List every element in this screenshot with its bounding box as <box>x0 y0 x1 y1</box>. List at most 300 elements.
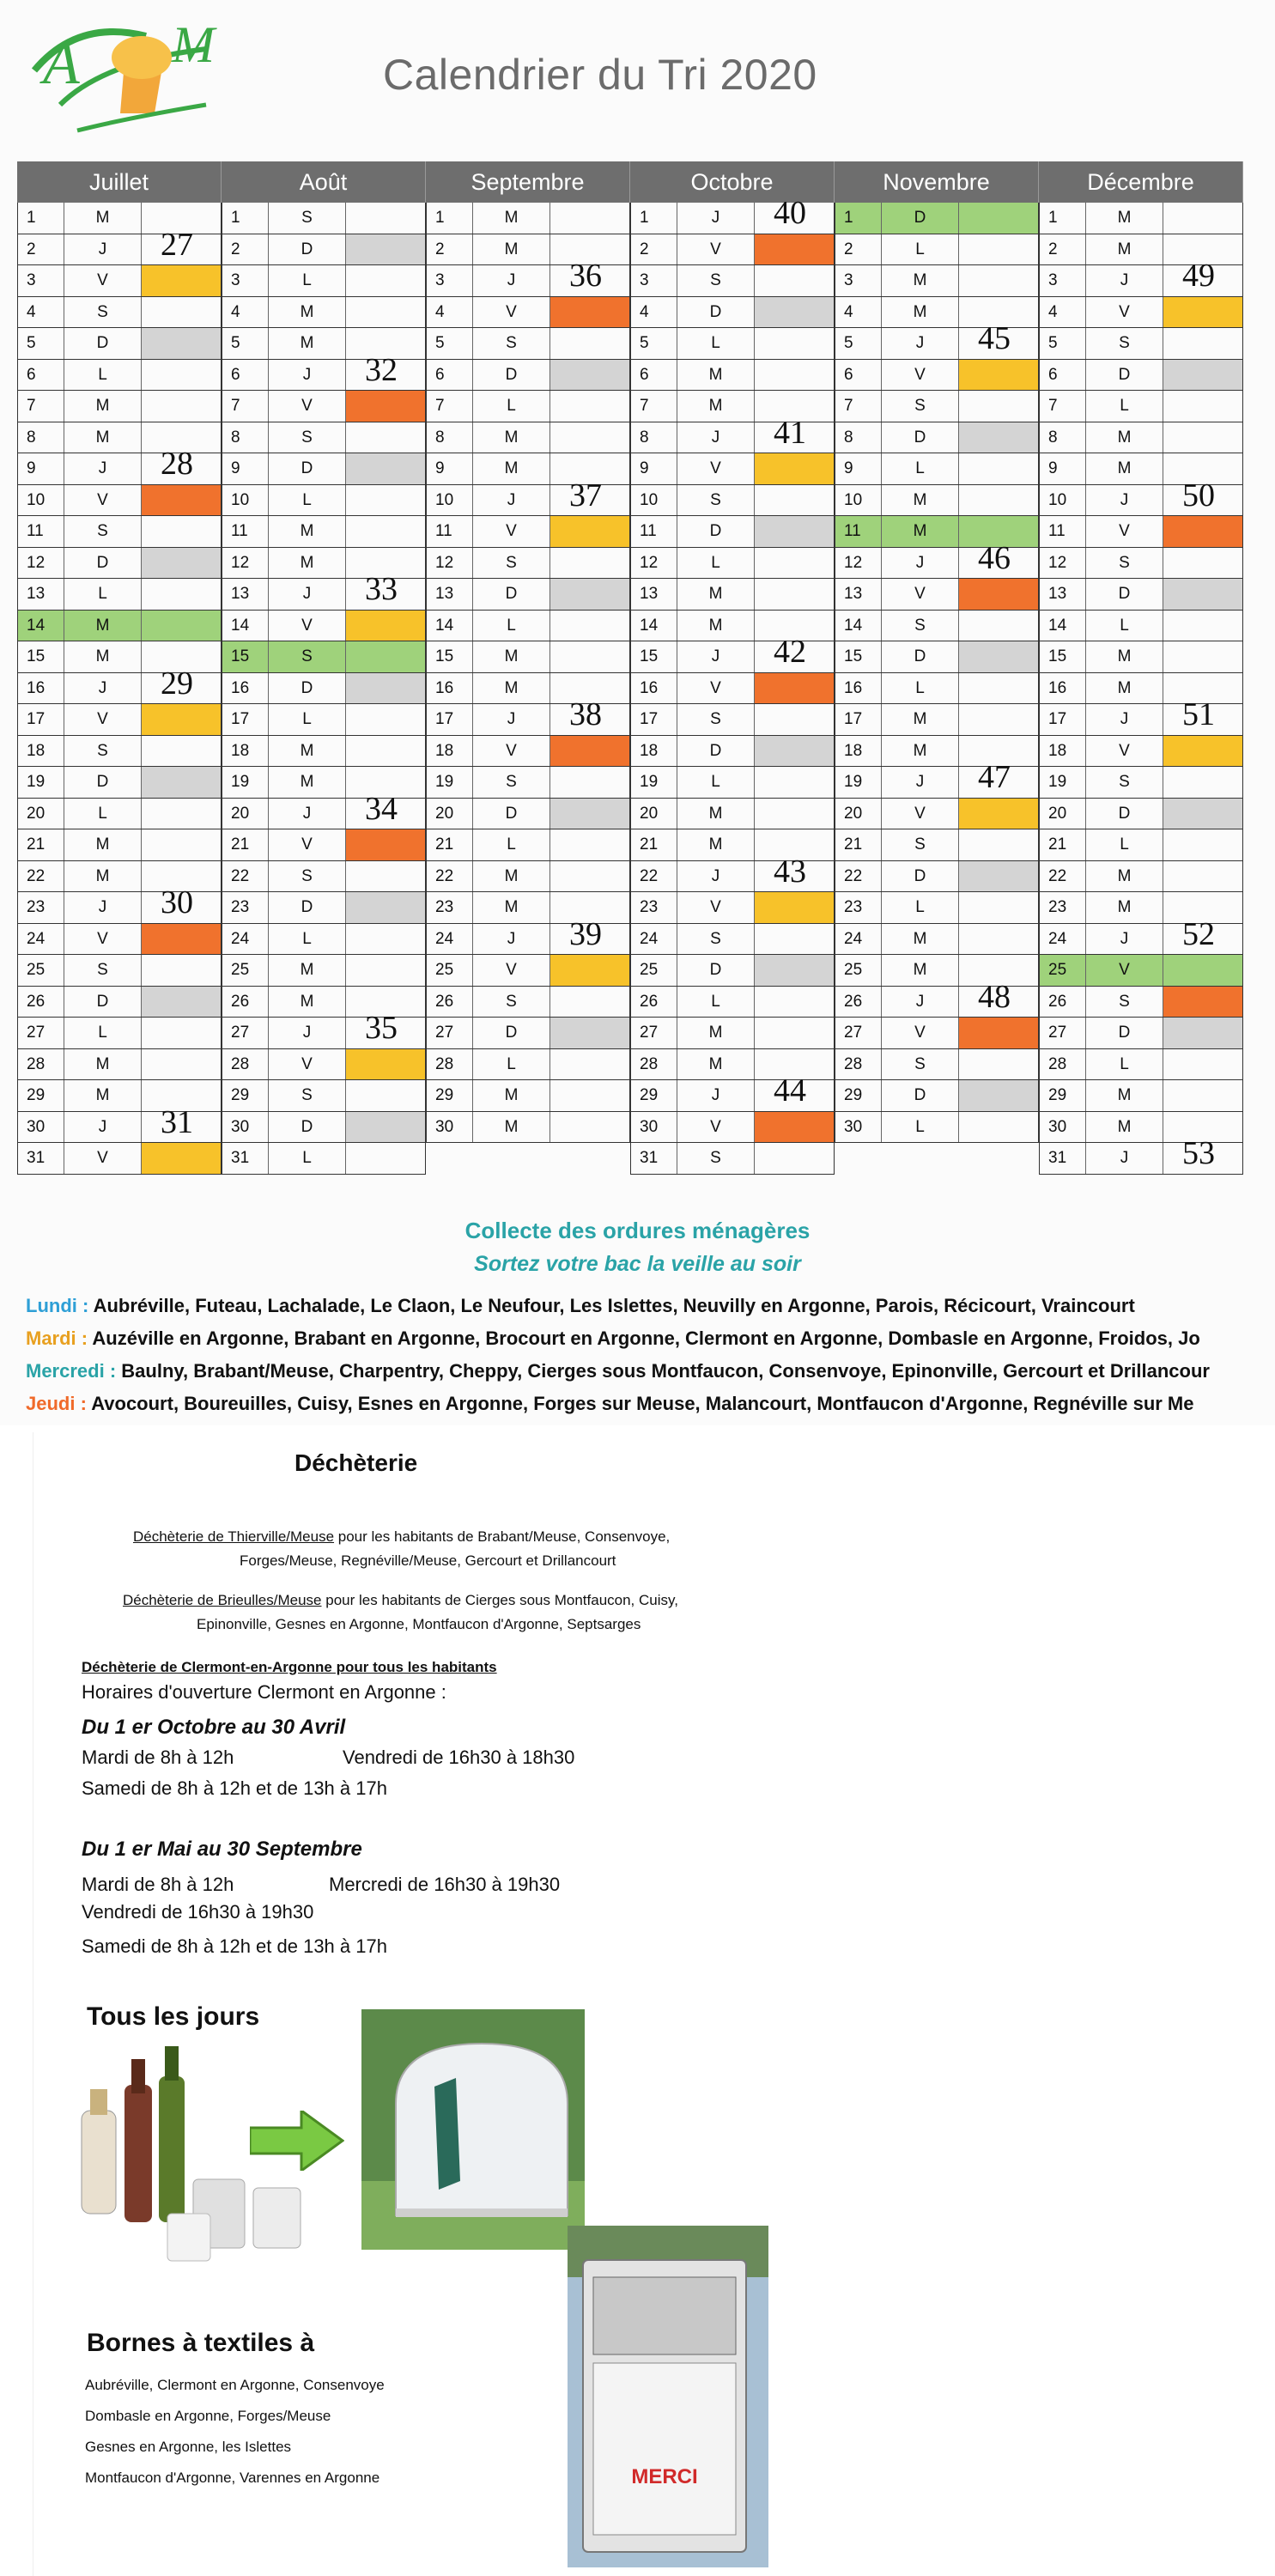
day-letter: V <box>1086 297 1163 328</box>
day-letter: V <box>1086 516 1163 547</box>
day-row <box>1039 203 1243 234</box>
day-number: 4 <box>17 297 64 328</box>
collection-cell <box>346 704 426 735</box>
day-number: 14 <box>17 611 64 641</box>
day-number: 3 <box>1039 265 1086 296</box>
bornes-title: Bornes à textiles à <box>87 2329 315 2357</box>
day-number: 1 <box>1039 203 1086 234</box>
collection-cell <box>755 360 835 391</box>
collection-cell <box>1163 767 1243 798</box>
calendar-grid <box>17 161 1243 1213</box>
day-number: 13 <box>630 579 677 610</box>
collection-marker-orange <box>959 579 1039 610</box>
day-row <box>17 767 222 799</box>
day-letter: D <box>269 673 346 704</box>
collection-cell <box>346 203 426 234</box>
collection-cell <box>142 955 222 986</box>
day-row <box>17 297 222 329</box>
collection-marker-gray <box>142 987 222 1018</box>
day-number: 15 <box>835 641 882 672</box>
collection-cell <box>1163 477 1243 516</box>
day-letter: J <box>64 673 142 704</box>
day-letter: J <box>473 485 550 516</box>
day-row <box>17 884 222 924</box>
day-letter: J <box>1086 924 1163 955</box>
decheterie-thierville <box>133 1528 670 1546</box>
day-row <box>17 328 222 360</box>
day-row <box>222 485 426 517</box>
day-number: 18 <box>835 736 882 767</box>
day-letter: J <box>677 203 755 234</box>
day-letter: D <box>677 297 755 328</box>
day-row <box>630 1018 835 1049</box>
day-number: 23 <box>426 892 473 923</box>
collection-marker-orange <box>550 297 630 328</box>
day-letter: M <box>473 203 550 234</box>
day-row <box>1039 360 1243 392</box>
day-number: 28 <box>835 1049 882 1080</box>
collection-cell <box>142 1049 222 1080</box>
day-number: 22 <box>630 861 677 892</box>
day-row <box>1039 1049 1243 1081</box>
month-rows <box>426 203 630 1143</box>
day-number: 6 <box>222 360 269 391</box>
winter-tuesday: Mardi de 8h à 12h <box>82 1747 234 1768</box>
day-row <box>222 829 426 861</box>
day-number: 2 <box>1039 234 1086 265</box>
collection-marker-yellow <box>142 704 222 735</box>
day-number: 17 <box>426 704 473 735</box>
day-label: Mardi : <box>26 1327 88 1349</box>
day-letter: V <box>882 579 959 610</box>
day-row <box>426 516 630 548</box>
day-number: 9 <box>835 453 882 484</box>
day-number: 16 <box>1039 673 1086 704</box>
day-row <box>426 987 630 1018</box>
week-number: 53 <box>1182 1135 1215 1171</box>
day-number: 26 <box>222 987 269 1018</box>
collection-cell <box>550 1049 630 1080</box>
day-row <box>1039 391 1243 422</box>
day-row <box>1039 736 1243 768</box>
collection-cell <box>142 579 222 610</box>
day-letter: J <box>64 234 142 265</box>
collection-cell <box>346 790 426 829</box>
day-letter: M <box>882 516 959 547</box>
day-letter: V <box>677 453 755 484</box>
collection-cell <box>755 485 835 516</box>
day-number: 17 <box>222 704 269 735</box>
day-row <box>222 790 426 830</box>
day-row <box>17 1103 222 1144</box>
day-letter: D <box>882 1080 959 1111</box>
day-letter: D <box>1086 360 1163 391</box>
collecte-mardi <box>26 1327 1200 1350</box>
collection-cell <box>346 516 426 547</box>
day-row <box>835 1080 1039 1112</box>
day-row <box>222 611 426 642</box>
day-number: 1 <box>17 203 64 234</box>
day-row <box>222 453 426 485</box>
day-row <box>630 1072 835 1112</box>
day-row <box>630 853 835 893</box>
day-letter: M <box>1086 641 1163 672</box>
collection-cell <box>142 226 222 265</box>
collection-cell <box>142 297 222 328</box>
day-row <box>1039 829 1243 861</box>
day-number: 6 <box>1039 360 1086 391</box>
day-letter: M <box>473 234 550 265</box>
day-letter: L <box>1086 829 1163 860</box>
day-letter: D <box>64 548 142 579</box>
day-number: 3 <box>835 265 882 296</box>
day-number: 27 <box>222 1018 269 1048</box>
day-letter: M <box>677 579 755 610</box>
collection-cell <box>755 987 835 1018</box>
day-number: 22 <box>835 861 882 892</box>
day-label: Lundi : <box>26 1295 89 1316</box>
day-row <box>426 611 630 642</box>
collection-marker-gray <box>142 548 222 579</box>
day-row <box>17 987 222 1018</box>
collection-cell <box>346 736 426 767</box>
day-number: 5 <box>17 328 64 359</box>
day-letter: S <box>473 987 550 1018</box>
collection-marker-orange <box>959 1018 1039 1048</box>
collection-marker-gray <box>1163 799 1243 829</box>
day-row <box>630 1112 835 1144</box>
day-letter: S <box>64 736 142 767</box>
collection-cell <box>550 391 630 422</box>
day-letter: J <box>1086 1143 1163 1174</box>
day-number: 8 <box>426 422 473 453</box>
day-number: 9 <box>17 453 64 484</box>
day-row <box>426 1112 630 1144</box>
day-letter: V <box>677 1112 755 1143</box>
day-row <box>835 611 1039 642</box>
collection-cell <box>1163 328 1243 359</box>
day-row <box>1039 611 1243 642</box>
day-number: 5 <box>1039 328 1086 359</box>
day-row <box>1039 579 1243 611</box>
day-number: 18 <box>222 736 269 767</box>
collection-cell <box>142 1103 222 1143</box>
collection-cell <box>755 704 835 735</box>
month-column <box>630 161 835 1213</box>
day-row <box>426 861 630 893</box>
day-number: 17 <box>630 704 677 735</box>
day-letter: M <box>473 1112 550 1143</box>
collection-marker-green <box>346 641 426 672</box>
day-number: 27 <box>426 1018 473 1048</box>
collection-cell <box>1163 915 1243 955</box>
day-letter: L <box>64 1018 142 1048</box>
day-number: 27 <box>835 1018 882 1048</box>
day-number: 22 <box>222 861 269 892</box>
day-row <box>17 485 222 517</box>
collection-marker-orange <box>755 1112 835 1143</box>
day-letter: V <box>677 892 755 923</box>
day-letter: M <box>677 799 755 829</box>
collection-cell <box>142 665 222 704</box>
day-towns: Auzéville en Argonne, Brabant en Argonne, Brocourt en Argonne, Clermont en Argonne, Dombasle en Argonne, Froidos, Jo <box>92 1327 1200 1349</box>
day-row <box>835 861 1039 893</box>
day-number: 14 <box>222 611 269 641</box>
collection-cell <box>1163 696 1243 735</box>
day-row <box>1039 477 1243 517</box>
day-letter: L <box>882 1112 959 1143</box>
collection-marker-yellow <box>550 955 630 986</box>
week-number: 34 <box>365 790 398 827</box>
day-row <box>426 915 630 956</box>
day-number: 15 <box>630 641 677 672</box>
day-number: 9 <box>630 453 677 484</box>
day-letter: S <box>269 203 346 234</box>
day-number: 25 <box>1039 955 1086 986</box>
day-row <box>630 548 835 580</box>
day-number: 27 <box>1039 1018 1086 1048</box>
collection-marker-orange <box>1163 987 1243 1018</box>
day-letter: L <box>882 453 959 484</box>
day-letter: V <box>473 297 550 328</box>
day-number: 25 <box>222 955 269 986</box>
collection-cell <box>550 328 630 359</box>
day-number: 16 <box>17 673 64 704</box>
day-number: 16 <box>222 673 269 704</box>
day-row <box>222 1080 426 1112</box>
collection-cell <box>959 1112 1039 1143</box>
day-row <box>426 736 630 768</box>
day-row <box>835 203 1039 234</box>
day-letter: M <box>677 1018 755 1048</box>
day-row <box>630 767 835 799</box>
collection-cell <box>1163 611 1243 641</box>
arrow-right-icon <box>250 2111 344 2171</box>
day-number: 7 <box>835 391 882 422</box>
collection-marker-orange <box>142 924 222 955</box>
day-number: 26 <box>1039 987 1086 1018</box>
week-number: 27 <box>161 226 193 263</box>
day-row <box>835 641 1039 673</box>
collection-cell <box>1163 258 1243 296</box>
day-letter: M <box>1086 422 1163 453</box>
day-row <box>1039 258 1243 297</box>
day-number: 29 <box>426 1080 473 1111</box>
collection-cell <box>1163 1049 1243 1080</box>
day-number: 21 <box>835 829 882 860</box>
collection-cell <box>1163 641 1243 672</box>
day-number: 9 <box>1039 453 1086 484</box>
day-row <box>835 485 1039 517</box>
day-number: 10 <box>630 485 677 516</box>
day-letter: M <box>882 955 959 986</box>
day-row <box>426 1080 630 1112</box>
day-row <box>835 391 1039 422</box>
day-letter: M <box>473 453 550 484</box>
collection-cell <box>755 767 835 798</box>
collection-cell <box>959 924 1039 955</box>
day-number: 4 <box>835 297 882 328</box>
day-letter: M <box>64 641 142 672</box>
day-number: 4 <box>222 297 269 328</box>
day-number: 5 <box>835 328 882 359</box>
day-number: 2 <box>17 234 64 265</box>
day-number: 19 <box>1039 767 1086 798</box>
collection-cell <box>550 987 630 1018</box>
day-number: 30 <box>630 1112 677 1143</box>
day-number: 29 <box>835 1080 882 1111</box>
day-letter: M <box>882 924 959 955</box>
day-letter: L <box>64 360 142 391</box>
day-letter: J <box>677 641 755 672</box>
week-number: 43 <box>774 853 806 890</box>
day-letter: V <box>269 391 346 422</box>
day-letter: D <box>269 234 346 265</box>
day-row <box>17 924 222 956</box>
day-number: 21 <box>426 829 473 860</box>
day-number: 18 <box>1039 736 1086 767</box>
day-letter: J <box>473 704 550 735</box>
day-row <box>426 579 630 611</box>
day-letter: S <box>473 548 550 579</box>
week-number: 36 <box>569 258 602 294</box>
day-number: 21 <box>630 829 677 860</box>
collection-cell <box>959 892 1039 923</box>
day-row <box>426 955 630 987</box>
day-row <box>835 422 1039 454</box>
day-letter: V <box>64 924 142 955</box>
day-towns: Avocourt, Boureuilles, Cuisy, Esnes en Argonne, Forges sur Meuse, Malancourt, Montfaucon d'Argonne, Regnéville sur Me <box>91 1393 1194 1414</box>
collection-cell <box>142 884 222 923</box>
day-number: 17 <box>17 704 64 735</box>
day-number: 13 <box>222 579 269 610</box>
collection-marker-green <box>142 611 222 641</box>
day-letter: M <box>677 611 755 641</box>
day-number: 7 <box>1039 391 1086 422</box>
day-letter: J <box>473 265 550 296</box>
day-number: 19 <box>835 767 882 798</box>
day-number: 17 <box>835 704 882 735</box>
month-header: Décembre <box>1039 161 1243 203</box>
day-number: 4 <box>630 297 677 328</box>
day-letter: M <box>1086 453 1163 484</box>
day-letter: S <box>473 328 550 359</box>
day-letter: S <box>882 611 959 641</box>
day-number: 14 <box>835 611 882 641</box>
collection-cell <box>346 1080 426 1111</box>
day-row <box>222 1143 426 1175</box>
day-number: 24 <box>17 924 64 955</box>
collection-marker-gray <box>959 422 1039 453</box>
day-letter: M <box>882 736 959 767</box>
day-letter: L <box>64 799 142 829</box>
month-rows <box>17 203 222 1175</box>
collection-cell <box>1163 203 1243 234</box>
day-number: 29 <box>1039 1080 1086 1111</box>
day-row <box>1039 987 1243 1018</box>
day-letter: V <box>1086 736 1163 767</box>
day-number: 20 <box>17 799 64 829</box>
collection-marker-yellow <box>550 516 630 547</box>
collection-cell <box>142 446 222 484</box>
day-row <box>835 453 1039 485</box>
day-number: 28 <box>17 1049 64 1080</box>
day-number: 23 <box>630 892 677 923</box>
day-letter: J <box>64 1112 142 1143</box>
day-number: 8 <box>1039 422 1086 453</box>
day-number: 14 <box>630 611 677 641</box>
day-letter: M <box>269 955 346 986</box>
day-letter: M <box>1086 1080 1163 1111</box>
day-letter: M <box>269 736 346 767</box>
day-number: 27 <box>17 1018 64 1048</box>
day-letter: L <box>1086 1049 1163 1080</box>
day-number: 19 <box>222 767 269 798</box>
month-column <box>1039 161 1243 1213</box>
day-letter: J <box>64 453 142 484</box>
day-row <box>630 892 835 924</box>
day-row <box>426 297 630 329</box>
collection-marker-yellow <box>142 1143 222 1174</box>
day-number: 20 <box>1039 799 1086 829</box>
day-letter: M <box>882 265 959 296</box>
collection-cell <box>755 328 835 359</box>
day-letter: J <box>1086 704 1163 735</box>
collection-marker-gray <box>550 360 630 391</box>
collection-cell <box>550 641 630 672</box>
day-row <box>222 571 426 611</box>
collection-cell <box>142 799 222 829</box>
decheterie-link: Déchèterie de Thierville/Meuse <box>133 1528 335 1545</box>
collection-marker-yellow <box>1163 297 1243 328</box>
day-number: 24 <box>426 924 473 955</box>
day-letter: L <box>269 704 346 735</box>
day-letter: J <box>269 360 346 391</box>
day-row <box>17 829 222 861</box>
day-letter: M <box>473 892 550 923</box>
decheterie-sheet <box>33 1432 1244 2576</box>
collection-cell <box>550 258 630 296</box>
decheterie-text: pour les habitants de Cierges sous Montfaucon, Cuisy, <box>321 1592 678 1608</box>
day-number: 5 <box>426 328 473 359</box>
decheterie-link: Déchèterie de Brieulles/Meuse <box>123 1592 322 1608</box>
week-number: 29 <box>161 665 193 702</box>
collection-marker-orange <box>755 234 835 265</box>
week-number: 41 <box>774 414 806 451</box>
collection-marker-yellow <box>755 453 835 484</box>
day-number: 6 <box>835 360 882 391</box>
day-letter: J <box>269 1018 346 1048</box>
day-letter: M <box>473 1080 550 1111</box>
day-number: 23 <box>17 892 64 923</box>
collection-cell <box>142 516 222 547</box>
collection-cell <box>755 265 835 296</box>
day-number: 21 <box>222 829 269 860</box>
day-number: 31 <box>630 1143 677 1174</box>
day-number: 26 <box>17 987 64 1018</box>
week-number: 52 <box>1182 915 1215 952</box>
summer-tuesday: Mardi de 8h à 12h <box>82 1874 234 1895</box>
day-letter: M <box>1086 861 1163 892</box>
collecte-lundi <box>26 1295 1135 1317</box>
collection-cell <box>755 799 835 829</box>
day-letter: L <box>677 548 755 579</box>
day-letter: L <box>677 987 755 1018</box>
day-row <box>426 1018 630 1049</box>
day-letter: M <box>1086 234 1163 265</box>
month-header: Août <box>222 161 426 203</box>
day-number: 1 <box>835 203 882 234</box>
